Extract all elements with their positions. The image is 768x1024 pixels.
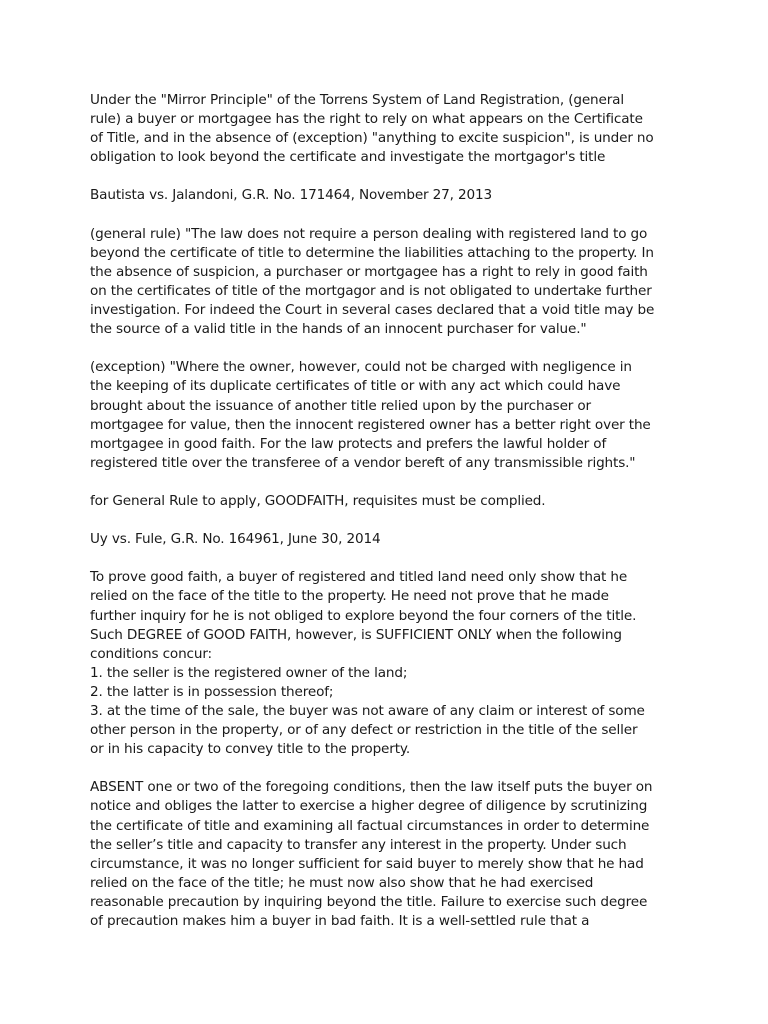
text-line: other person in the property, or of any defect or restriction in the title of the seller xyxy=(90,722,638,739)
text-line: the seller’s title and capacity to transfer any interest in the property. Under such xyxy=(90,836,627,853)
paragraph-case-citation-bautista xyxy=(90,186,690,205)
paragraph-exception xyxy=(90,358,690,473)
text-line: the absence of suspicion, a purchaser or mortgagee has a right to rely in good faith xyxy=(90,263,648,280)
paragraph-goodfaith-requisites xyxy=(90,492,690,511)
text-line: To prove good faith, a buyer of registered and titled land need only show that he xyxy=(90,569,628,586)
text-line: notice and obliges the latter to exercise a higher degree of diligence by scrutinizing xyxy=(90,798,648,815)
text-line: registered title over the transferee of a vendor bereft of any transmissible rights." xyxy=(90,454,636,471)
text-line: (exception) "Where the owner, however, could not be charged with negligence in xyxy=(90,359,632,376)
text-line: investigation. For indeed the Court in several cases declared that a void title may be xyxy=(90,302,655,319)
text-line: on the certificates of title of the mortgagor and is not obligated to undertake further xyxy=(90,282,652,299)
text-line: of precaution makes him a buyer in bad faith. It is a well-settled rule that a xyxy=(90,913,590,930)
text-line: (general rule) "The law does not require a person dealing with registered land to go xyxy=(90,225,648,242)
text-line: rule) a buyer or mortgagee has the right to rely on what appears on the Certificate xyxy=(90,111,643,128)
text-line: obligation to look beyond the certificate and investigate the mortgagor's title xyxy=(90,149,606,166)
paragraph-general-rule xyxy=(90,225,690,340)
text-line: Under the "Mirror Principle" of the Torrens System of Land Registration, (general xyxy=(90,92,624,108)
text-line: beyond the certificate of title to determine the liabilities attaching to the property. In xyxy=(90,244,654,261)
list-item: 1. the seller is the registered owner of the land; xyxy=(90,664,408,681)
text-line: mortgagee for value, then the innocent registered owner has a better right over the xyxy=(90,416,651,433)
text-line: Uy vs. Fule, G.R. No. 164961, June 30, 2014 xyxy=(90,531,381,548)
text-line: conditions concur: xyxy=(90,645,212,662)
list-item: 2. the latter is in possession thereof; xyxy=(90,683,334,700)
text-line: of Title, and in the absence of (exception) "anything to excite suspicion", is under no xyxy=(90,130,654,147)
document-page xyxy=(90,91,690,950)
paragraph-absent-conditions xyxy=(90,778,690,931)
text-line: for General Rule to apply, GOODFAITH, requisites must be complied. xyxy=(90,492,546,509)
paragraph-case-citation-uy xyxy=(90,530,690,549)
text-line: ABSENT one or two of the foregoing conditions, then the law itself puts the buyer on xyxy=(90,779,653,796)
text-line: relied on the face of the title; he must now also show that he had exercised xyxy=(90,874,594,891)
text-line: the keeping of its duplicate certificates of title or with any act which could have xyxy=(90,378,621,395)
text-line: circumstance, it was no longer sufficient for said buyer to merely show that he had xyxy=(90,855,644,872)
text-line: the certificate of title and examining all factual circumstances in order to determine xyxy=(90,817,650,834)
paragraph-mirror-principle xyxy=(90,91,690,167)
text-line: brought about the issuance of another title relied upon by the purchaser or xyxy=(90,397,591,414)
list-item: 3. at the time of the sale, the buyer was not aware of any claim or interest of some xyxy=(90,703,645,719)
text-line: or in his capacity to convey title to the property. xyxy=(90,741,411,758)
text-line: Such DEGREE of GOOD FAITH, however, is SUFFICIENT ONLY when the following xyxy=(90,626,622,643)
text-line: relied on the face of the title to the property. He need not prove that he made xyxy=(90,588,609,605)
text-line: mortgagee in good faith. For the law protects and prefers the lawful holder of xyxy=(90,435,607,452)
text-line: Bautista vs. Jalandoni, G.R. No. 171464, November 27, 2013 xyxy=(90,187,493,204)
text-line: the source of a valid title in the hands of an innocent purchaser for value." xyxy=(90,321,587,338)
text-line: reasonable precaution by inquiring beyond the title. Failure to exercise such degree xyxy=(90,893,648,910)
paragraph-prove-good-faith xyxy=(90,568,690,759)
text-line: further inquiry for he is not obliged to explore beyond the four corners of the title. xyxy=(90,607,637,624)
